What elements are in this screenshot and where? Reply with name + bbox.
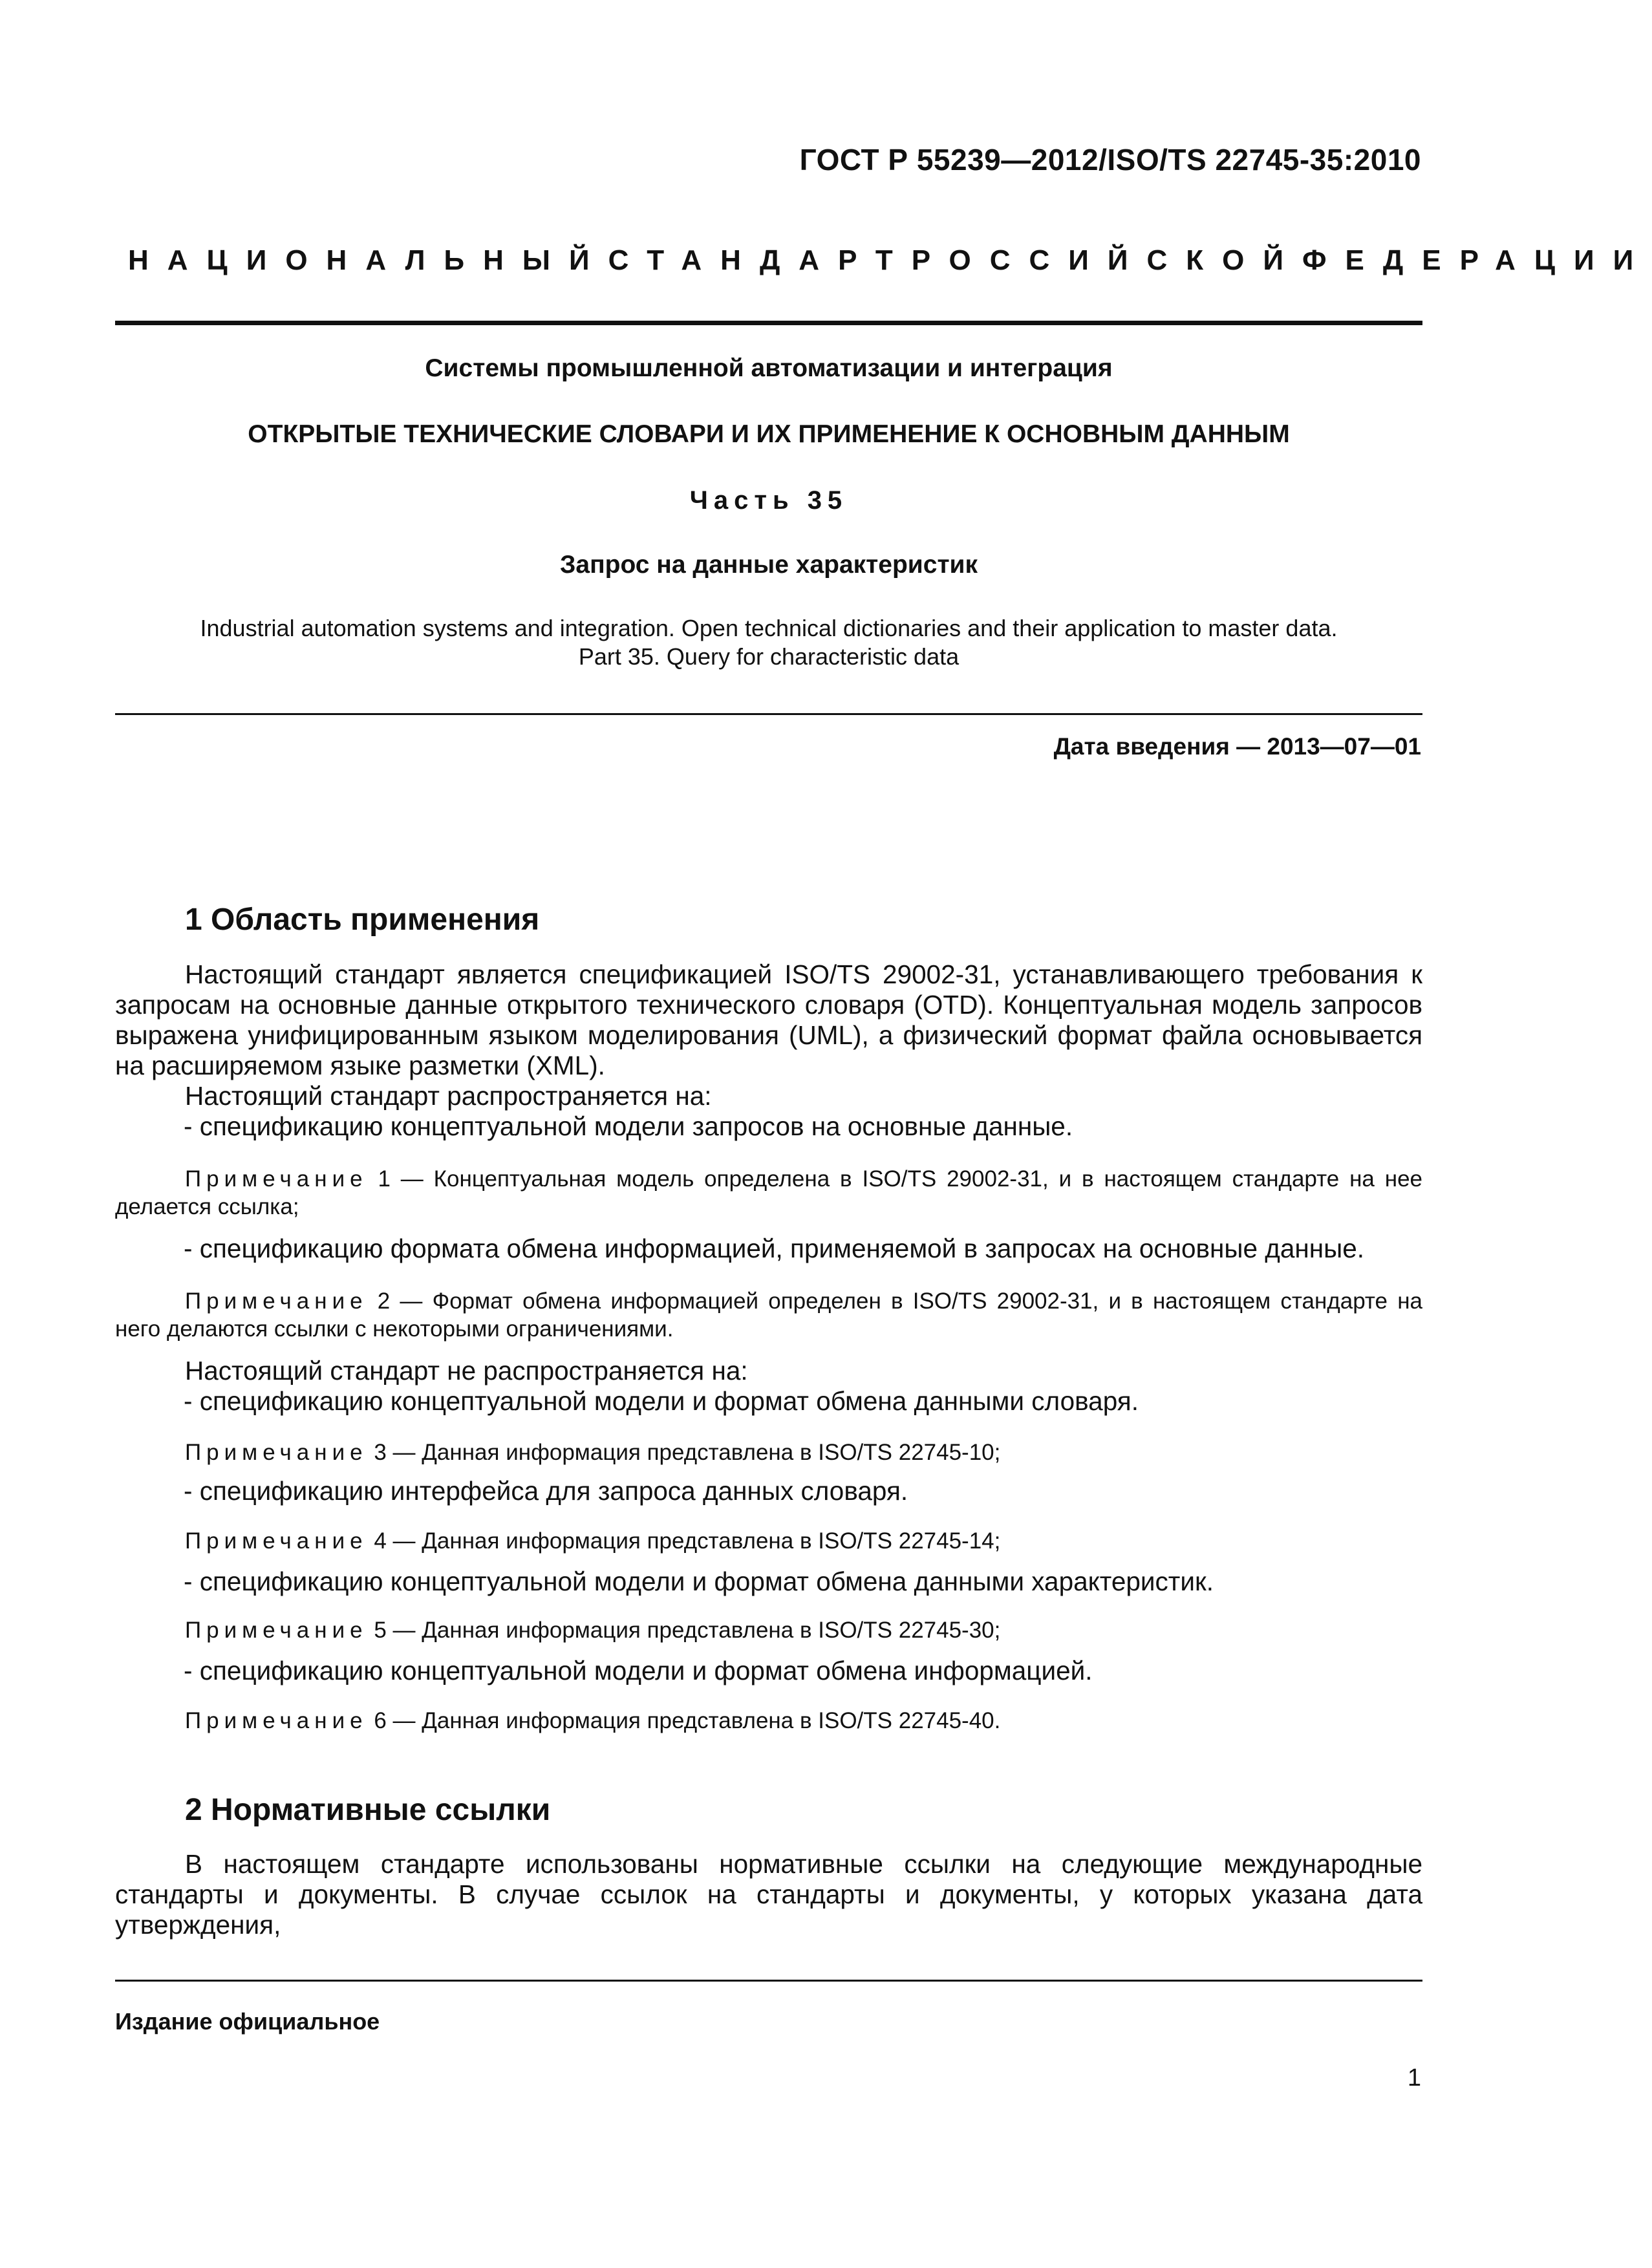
note-text: 5 — Данная информация представлена в ISO/TS 22745-30; [367, 1618, 1001, 1643]
official-edition-label: Издание официальное [115, 2008, 380, 2035]
section-1-heading: 1 Область применения [185, 903, 540, 937]
main-title: ОТКРЫТЫЕ ТЕХНИЧЕСКИЕ СЛОВАРИ И ИХ ПРИМЕНЕНИЕ К ОСНОВНЫМ ДАННЫМ [248, 420, 1290, 448]
english-title [115, 614, 1422, 671]
list-item: - спецификацию концептуальной модели и формат обмена информацией. [184, 1656, 1093, 1685]
footer-divider [115, 1980, 1422, 1982]
note-label: Примечание [185, 1618, 368, 1643]
note-text: 3 — Данная информация представлена в ISO/TS 22745-10; [367, 1440, 1001, 1465]
page-number: 1 [1407, 2064, 1421, 2091]
english-title-line: Industrial automation systems and integration. Open technical dictionaries and their application to master data. [200, 615, 1338, 641]
note-label: Примечание [185, 1708, 368, 1733]
banner-word: СТАНДАРТ [608, 244, 912, 276]
series-title: Системы промышленной автоматизации и интеграция [425, 354, 1113, 382]
note-6 [115, 1707, 1422, 1735]
note-text: 2 — Формат обмена информацией определен в ISO/TS 29002-31, и в настоящем стандарте на него делаются ссылки с некоторыми ограничениями. [115, 1289, 1422, 1342]
note-2 [115, 1287, 1422, 1343]
list-item: - спецификацию концептуальной модели запросов на основные данные. [184, 1111, 1073, 1141]
list-item: - спецификацию концептуальной модели и формат обмена данными словаря. [184, 1386, 1139, 1416]
subtitle: Запрос на данные характеристик [559, 551, 978, 579]
section-2-heading: 2 Нормативные ссылки [185, 1793, 551, 1827]
note-3 [115, 1439, 1422, 1466]
note-1 [115, 1165, 1422, 1221]
header-divider [115, 321, 1422, 325]
note-text: 6 — Данная информация представлена в ISO/TS 22745-40. [367, 1708, 1001, 1733]
list-item: - спецификацию интерфейса для запроса данных словаря. [184, 1476, 908, 1506]
note-4 [115, 1527, 1422, 1555]
title-divider [115, 713, 1422, 715]
banner-word: ФЕДЕРАЦИИ [1302, 244, 1652, 276]
english-title-line: Part 35. Query for characteristic data [578, 643, 960, 670]
note-text: 1 — Концептуальная модель определена в ISO/TS 29002-31, и в настоящем стандарте на нее делается ссылка; [115, 1166, 1422, 1219]
banner-word: НАЦИОНАЛЬНЫЙ [128, 244, 608, 276]
banner-word: РОССИЙСКОЙ [911, 244, 1302, 276]
part-title: Часть 35 [689, 486, 848, 515]
standard-code: ГОСТ Р 55239—2012/ISO/TS 22745-35:2010 [799, 143, 1421, 177]
applies-to-line: Настоящий стандарт распространяется на: [185, 1081, 712, 1111]
list-item: - спецификацию концептуальной модели и формат обмена данными характеристик. [184, 1567, 1214, 1596]
note-text: 4 — Данная информация представлена в ISO/TS 22745-14; [367, 1528, 1001, 1554]
list-item: - спецификацию формата обмена информацией, применяемой в запросах на основные данные. [184, 1234, 1365, 1263]
national-standard-banner [128, 244, 1652, 277]
section-1-paragraph: Настоящий стандарт является спецификацией ISO/TS 29002-31, устанавливающего требования к запросам на основные данные открытого технического словаря (OTD). Концептуальная модель запросов выражена унифицированным языком моделирования (UML), а физический формат файла основывается на расширяемом языке разметки (XML). [115, 959, 1422, 1080]
note-5 [115, 1616, 1422, 1644]
section-2-paragraph: В настоящем стандарте использованы нормативные ссылки на следующие международные стандарты и документы. В случае ссылок на стандарты и документы, у которых указана дата утверждения, [115, 1849, 1422, 1940]
note-label: Примечание [185, 1289, 368, 1314]
note-label: Примечание [185, 1166, 368, 1192]
introduction-date: Дата введения — 2013—07—01 [1053, 733, 1421, 760]
not-applies-line: Настоящий стандарт не распространяется на: [185, 1356, 748, 1385]
note-label: Примечание [185, 1528, 368, 1554]
note-label: Примечание [185, 1440, 368, 1465]
